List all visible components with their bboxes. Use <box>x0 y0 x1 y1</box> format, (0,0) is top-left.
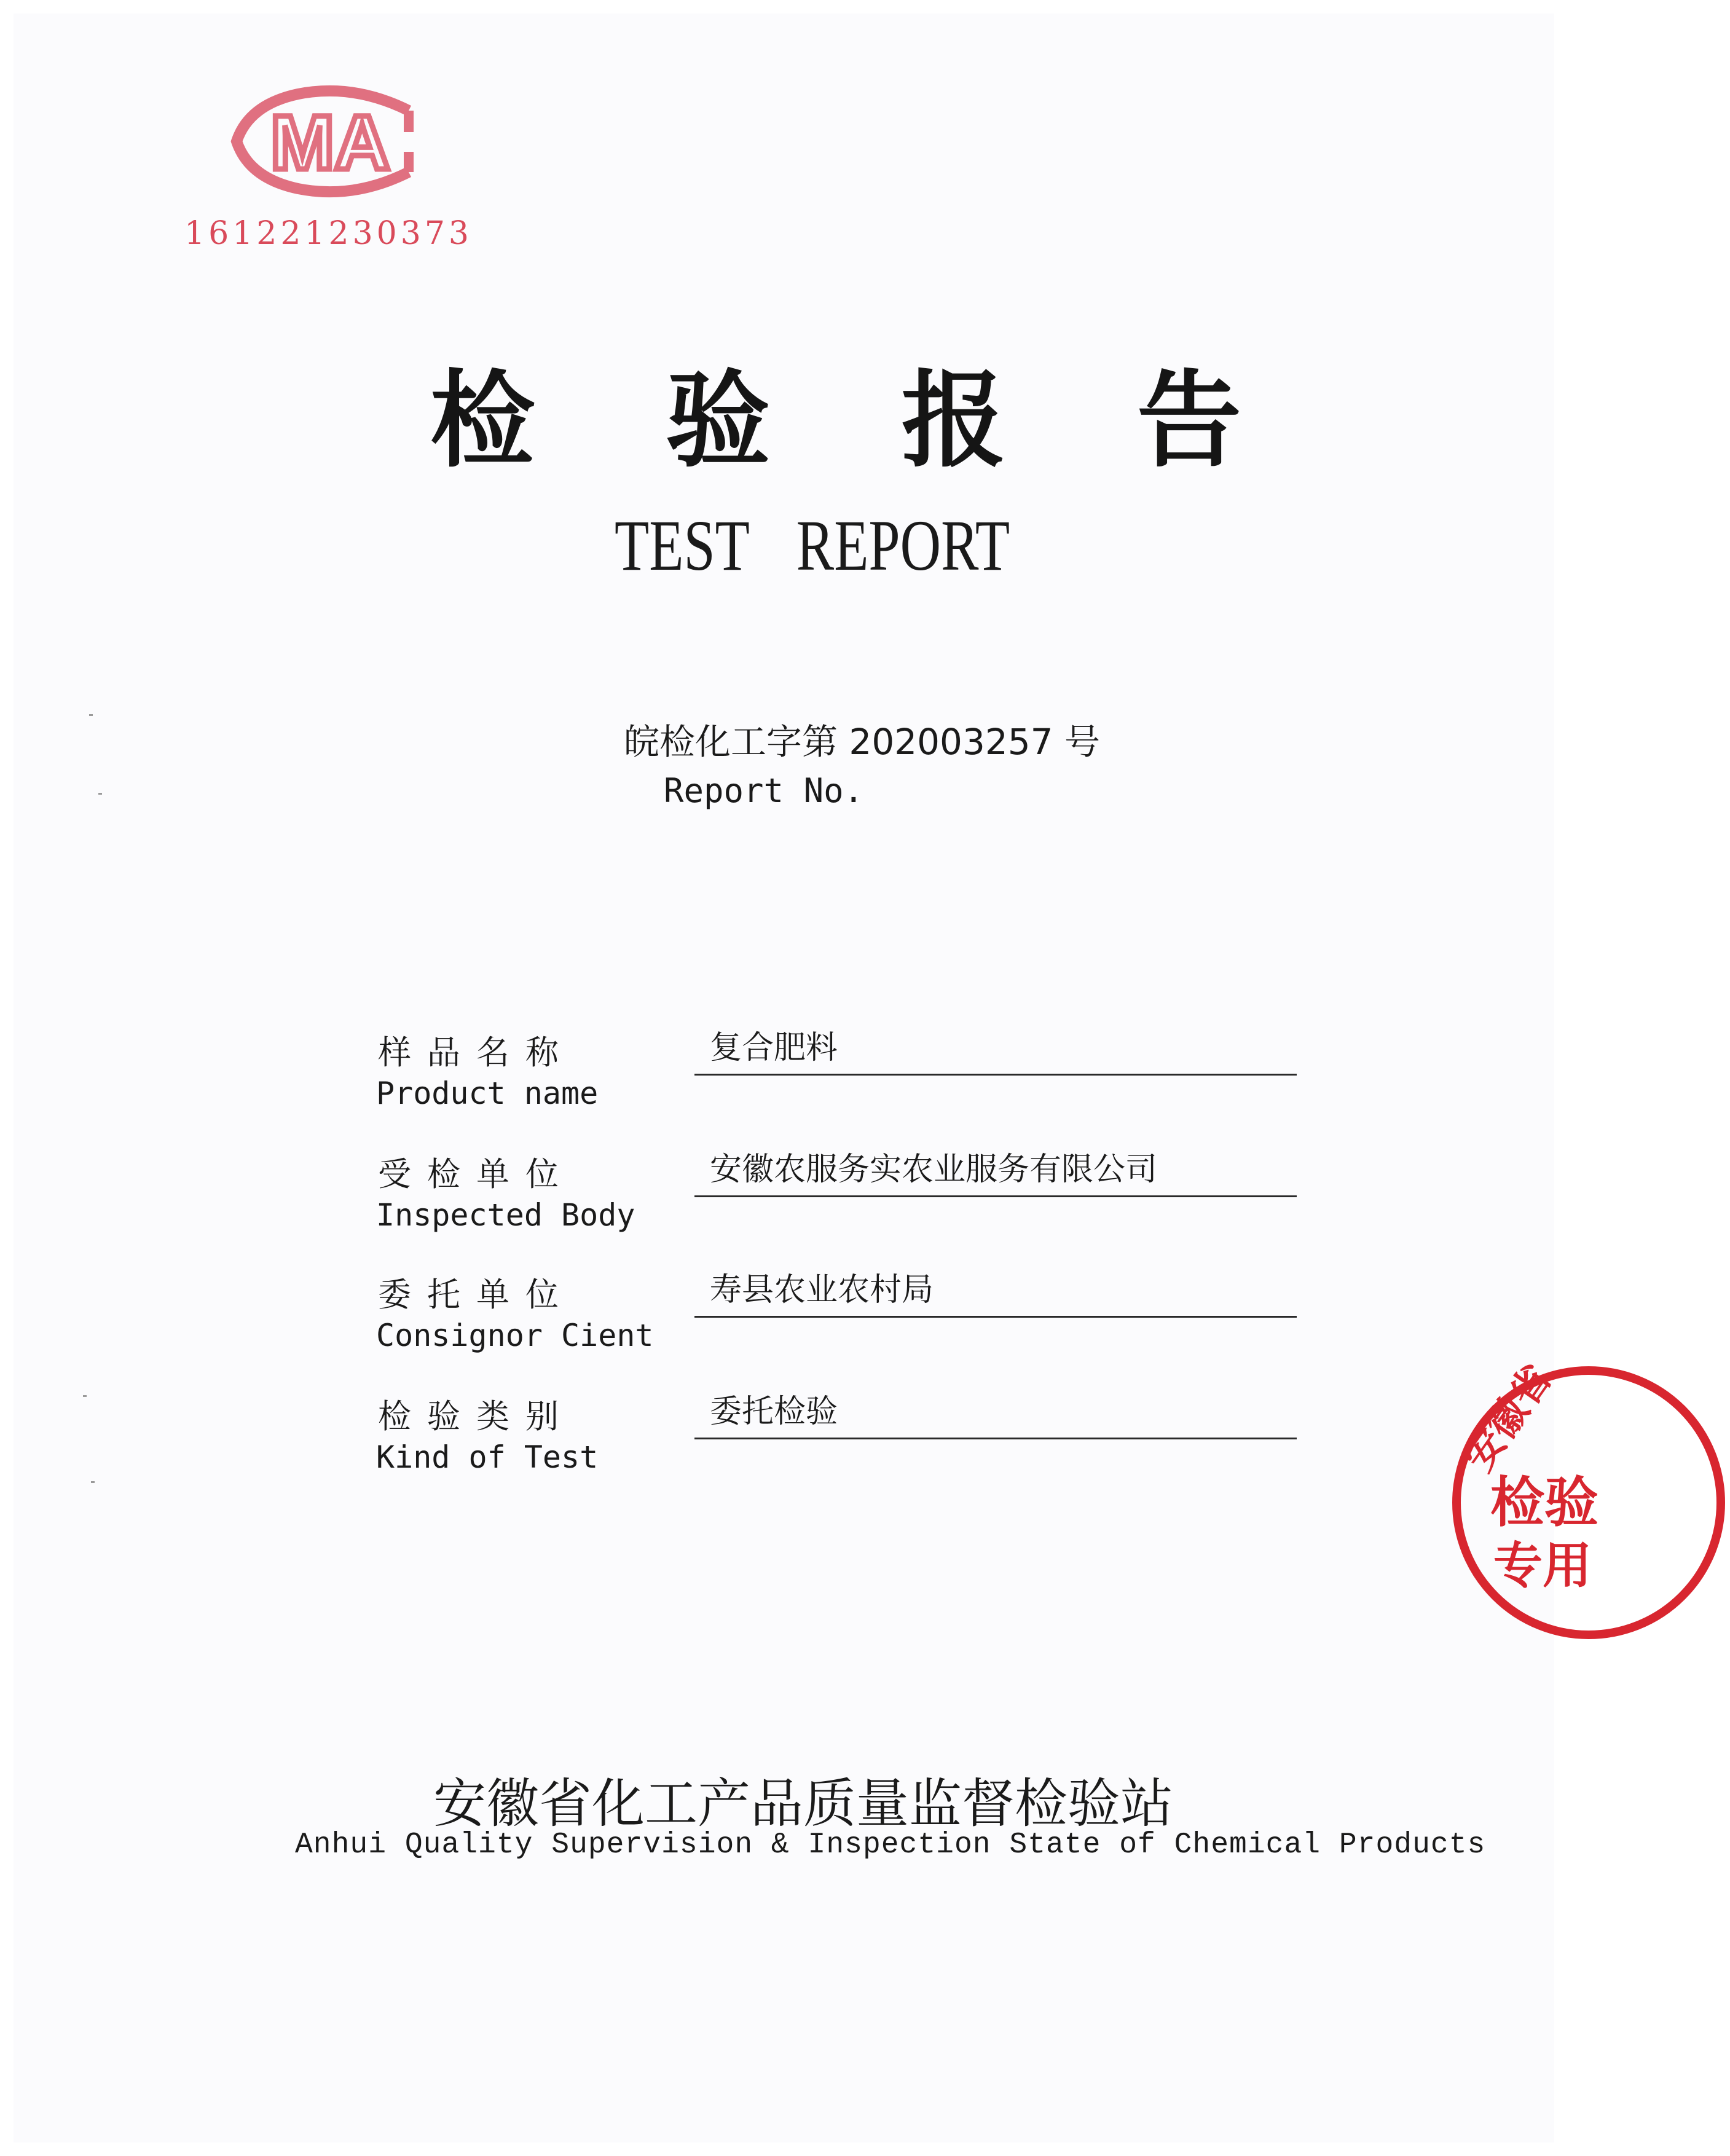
field-label-en: Inspected Body <box>376 1197 635 1233</box>
field-label-en: Kind of Test <box>376 1439 599 1475</box>
issuer-name-cn: 安徽省化工产品质量监督检验站 <box>433 1773 1173 1835</box>
svg-text:检验: 检验 <box>1490 1471 1599 1534</box>
issuer-name-en: Anhui Quality Supervision & Inspection State of Chemical Products <box>295 1828 1486 1862</box>
field-label-en: Consignor Cient <box>376 1318 654 1353</box>
field-value: 寿县农业农村局 <box>694 1269 1297 1318</box>
scan-speck <box>98 793 102 795</box>
field-consignor <box>369 1269 1291 1385</box>
svg-text:专用: 专用 <box>1493 1537 1592 1594</box>
report-title-cn <box>430 360 1241 482</box>
svg-text:安徽省: 安徽省 <box>1456 1356 1561 1480</box>
field-label-cn: 委托单位 <box>378 1275 575 1314</box>
report-number: 皖检化工字第 202003257 号 <box>624 721 1100 763</box>
cma-number: 161221230373 <box>184 215 473 252</box>
scan-speck <box>91 1481 95 1483</box>
title-char: 告 <box>1136 360 1241 482</box>
title-char: 检 <box>430 360 535 482</box>
field-label-cn: 检验类别 <box>378 1397 575 1436</box>
title-char: 报 <box>901 360 1006 482</box>
field-label-cn: 样品名称 <box>378 1033 575 1072</box>
svg-text:MA: MA <box>270 100 390 186</box>
field-label-cn: 受检单位 <box>378 1155 575 1194</box>
field-value: 委托检验 <box>694 1390 1297 1439</box>
report-number-label: Report No. <box>664 771 864 810</box>
title-char: 验 <box>666 360 771 482</box>
official-seal-stamp <box>1447 1356 1730 1644</box>
scan-speck <box>83 1395 87 1397</box>
scan-speck <box>89 714 93 716</box>
field-product-name <box>369 1026 1291 1143</box>
field-kind-of-test <box>369 1390 1291 1507</box>
field-inspected-body <box>369 1148 1291 1265</box>
field-value: 复合肥料 <box>694 1026 1297 1076</box>
field-label-en: Product name <box>376 1076 599 1111</box>
report-title-en: TEST REPORT <box>615 505 1010 586</box>
cma-certification-mark <box>224 83 433 200</box>
field-value: 安徽农服务实农业服务有限公司 <box>694 1148 1297 1197</box>
